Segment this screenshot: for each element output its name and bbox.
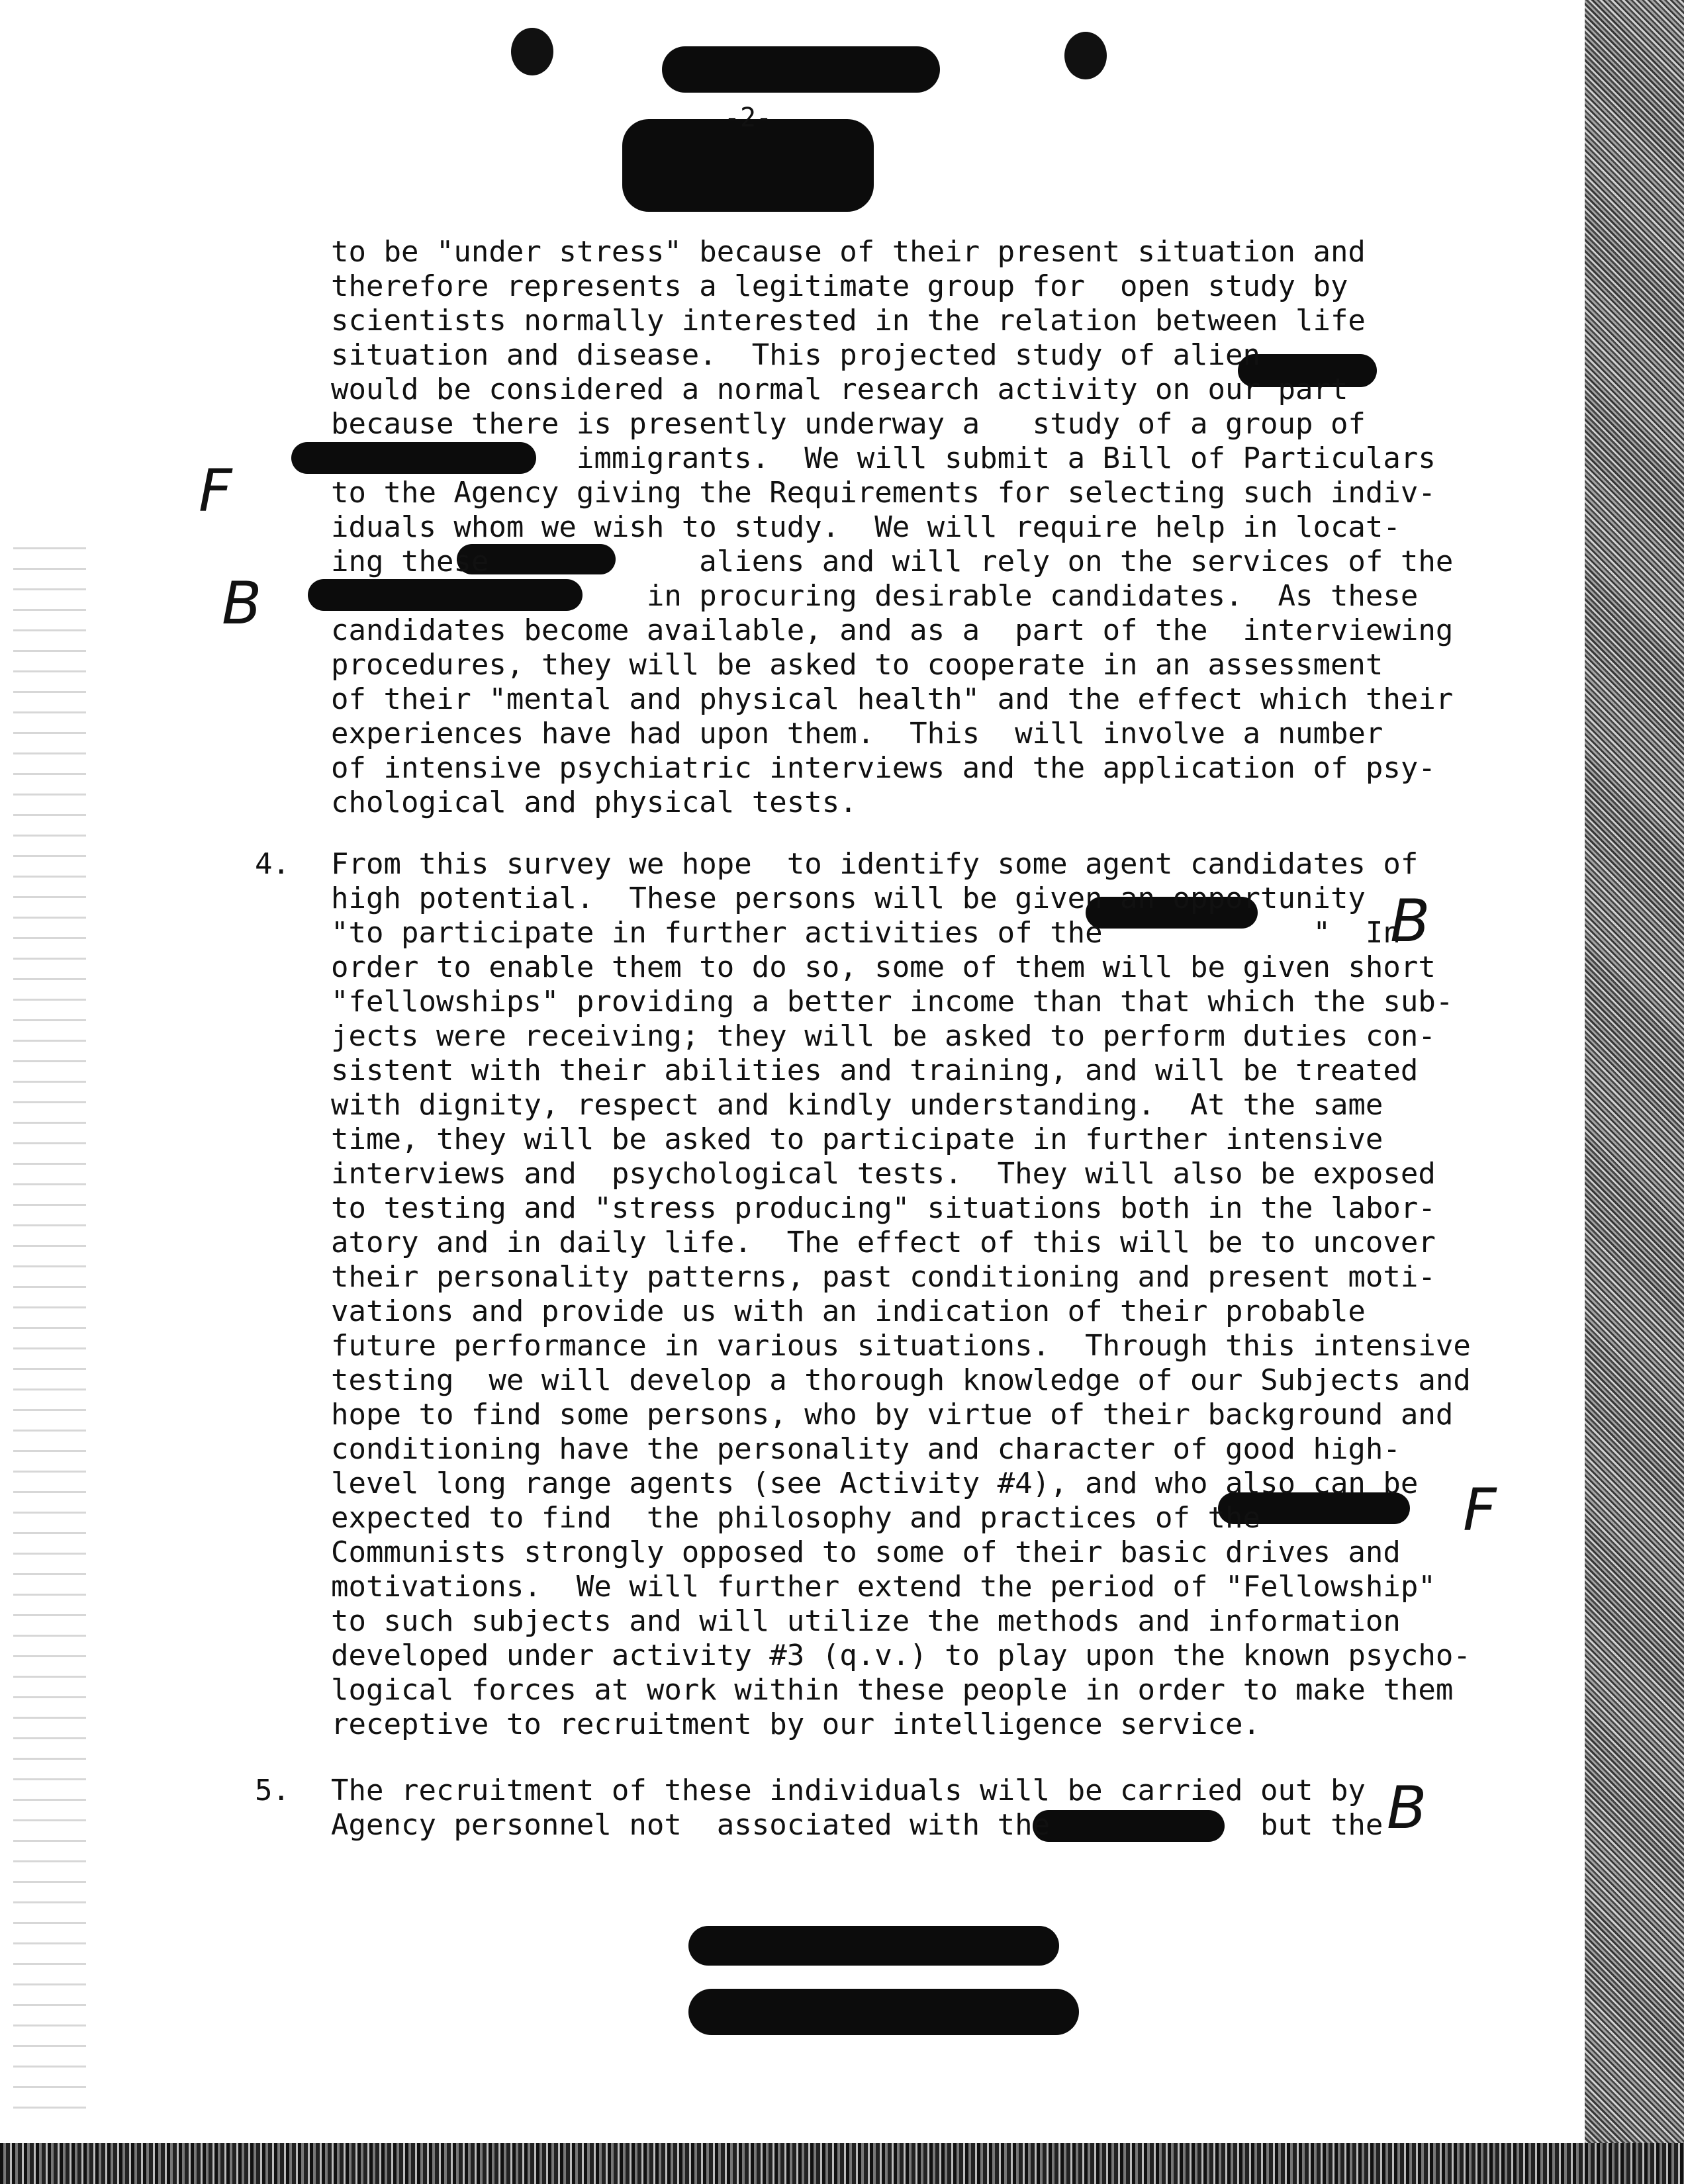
body-line: to testing and "stress producing" situations both in the labor-: [331, 1191, 1436, 1225]
body-line: immigrants. We will submit a Bill of Particulars: [331, 441, 1436, 475]
scan-edge-bottom: [0, 2143, 1684, 2184]
paragraph-number: 5.: [255, 1774, 290, 1807]
redaction-footer-bottom: [688, 1989, 1079, 2035]
body-line: testing we will develop a thorough knowledge of our Subjects and: [331, 1363, 1471, 1397]
punch-hole-right: [1064, 32, 1107, 79]
body-line: of intensive psychiatric interviews and the application of psy-: [331, 751, 1436, 785]
margin-mark-b: B: [1387, 1774, 1427, 1842]
body-line: procedures, they will be asked to cooperate in an assessment: [331, 648, 1383, 682]
body-line: with dignity, respect and kindly understanding. At the same: [331, 1088, 1383, 1122]
margin-mark-f: F: [199, 457, 232, 525]
body-line: iduals whom we wish to study. We will require help in locat-: [331, 510, 1401, 544]
body-line: situation and disease. This projected study of alien: [331, 338, 1260, 372]
body-line: "fellowships" providing a better income than that which the sub-: [331, 985, 1454, 1019]
body-line: of their "mental and physical health" and the effect which their: [331, 682, 1454, 716]
body-line: From this survey we hope to identify some agent candidates of: [331, 847, 1419, 881]
redaction-footer-top: [688, 1926, 1059, 1966]
body-line: expected to find the philosophy and practices of the: [331, 1501, 1260, 1535]
body-line: atory and in daily life. The effect of this will be to uncover: [331, 1226, 1436, 1259]
body-line: experiences have had upon them. This will involve a number: [331, 717, 1383, 751]
body-line: motivations. We will further extend the period of "Fellowship": [331, 1570, 1436, 1604]
body-line: hope to find some persons, who by virtue of their background and: [331, 1398, 1454, 1432]
body-line: in procuring desirable candidates. As these: [331, 579, 1419, 613]
scan-noise-left: [13, 543, 86, 2118]
body-line: order to enable them to do so, some of them will be given short: [331, 950, 1436, 984]
body-line: future performance in various situations. Through this intensive: [331, 1329, 1471, 1363]
body-line: level long range agents (see Activity #4), and who also can be: [331, 1467, 1419, 1500]
body-line: "to participate in further activities of the " In: [331, 916, 1401, 950]
margin-mark-b: B: [222, 569, 262, 637]
body-line: developed under activity #3 (q.v.) to play upon the known psycho-: [331, 1639, 1471, 1672]
body-line: jects were receiving; they will be asked to perform duties con-: [331, 1019, 1436, 1053]
page-number: -2-: [724, 103, 772, 133]
body-line: The recruitment of these individuals will be carried out by: [331, 1774, 1366, 1807]
body-line: conditioning have the personality and character of good high-: [331, 1432, 1401, 1466]
body-line: logical forces at work within these people in order to make them: [331, 1673, 1454, 1707]
body-line: their personality patterns, past conditioning and present moti-: [331, 1260, 1436, 1294]
body-line: therefore represents a legitimate group for open study by: [331, 269, 1348, 303]
body-line: scientists normally interested in the relation between life: [331, 304, 1366, 338]
body-line: Communists strongly opposed to some of their basic drives and: [331, 1535, 1401, 1569]
body-line: ing these aliens and will rely on the services of the: [331, 545, 1454, 578]
body-line: chological and physical tests.: [331, 786, 857, 819]
body-line: candidates become available, and as a part of the interviewing: [331, 614, 1454, 647]
body-line: to such subjects and will utilize the methods and information: [331, 1604, 1401, 1638]
body-line: to the Agency giving the Requirements for selecting such indiv-: [331, 476, 1436, 510]
body-line: would be considered a normal research activity on our part: [331, 373, 1348, 406]
body-line: receptive to recruitment by our intelligence service.: [331, 1707, 1260, 1741]
body-line: sistent with their abilities and training, and will be treated: [331, 1054, 1419, 1087]
body-line: because there is presently underway a study of a group of: [331, 407, 1366, 441]
punch-hole-left: [511, 28, 553, 75]
redaction-header-classification: [622, 119, 874, 212]
margin-mark-f: F: [1463, 1476, 1497, 1544]
body-line: high potential. These persons will be given an opportunity: [331, 882, 1366, 915]
body-line: vations and provide us with an indication of their probable: [331, 1295, 1366, 1328]
body-line: Agency personnel not associated with the but the: [331, 1808, 1383, 1842]
redaction-header-top: [662, 46, 940, 93]
scan-edge-right: [1585, 0, 1684, 2184]
margin-mark-b: B: [1390, 887, 1430, 955]
body-line: time, they will be asked to participate in further intensive: [331, 1122, 1383, 1156]
body-line: interviews and psychological tests. They will also be exposed: [331, 1157, 1436, 1191]
body-line: to be "under stress" because of their present situation and: [331, 235, 1366, 269]
paragraph-number: 4.: [255, 847, 290, 881]
